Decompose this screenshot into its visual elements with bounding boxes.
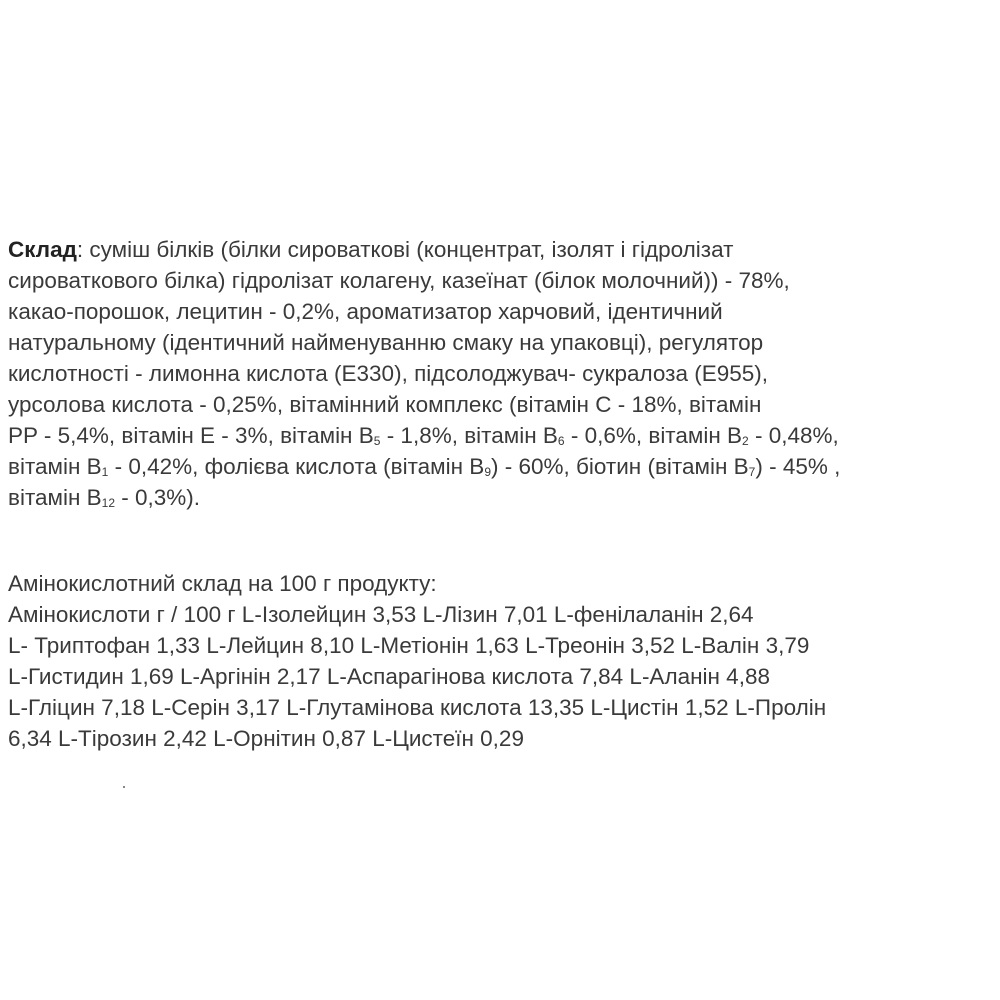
subscript: 1: [101, 465, 109, 479]
amino-line-4: L-Гліцин 7,18 L-Серін 3,17 L-Глутамінова кислота 13,35 L-Цистін 1,52 L-Пролін: [8, 695, 827, 720]
amino-line-2: L- Триптофан 1,33 L-Лейцин 8,10 L-Метіонін 1,63 L-Треонін 3,52 L-Валін 3,79: [8, 633, 810, 658]
text-segment: - 0,48%,: [748, 423, 839, 448]
stray-dot: [123, 786, 125, 788]
subscript: 5: [373, 434, 381, 448]
composition-line-5: кислотності - лимонна кислота (E330), підсолоджувач- сукралоза (E955),: [8, 361, 769, 386]
composition-label: Склад: [8, 237, 77, 262]
composition-text: : суміш білків (білки сироваткові (концентрат, ізолят і гідролізат: [76, 237, 734, 262]
amino-line-1: Амінокислоти г / 100 г L-Ізолейцин 3,53 L-Лізин 7,01 L-фенілаланін 2,64: [8, 602, 754, 627]
composition-line-2: сироваткового білка) гідролізат колагену, казеїнат (білок молочний)) - 78%,: [8, 268, 790, 293]
composition-line-3: какао-порошок, лецитин - 0,2%, ароматизатор харчовий, ідентичний: [8, 299, 723, 324]
composition-line-9: [8, 482, 993, 513]
composition-line-6: урсолова кислота - 0,25%, вітамінний комплекс (вітамін С - 18%, вітамін: [8, 392, 762, 417]
subscript: 6: [557, 434, 565, 448]
composition-paragraph: [8, 234, 993, 513]
text-segment: - 0,42%, фолієва кислота (вітамін B: [108, 454, 485, 479]
subscript: 2: [742, 434, 749, 448]
composition-line-1: [8, 234, 993, 265]
text-segment: ) - 45% ,: [755, 454, 841, 479]
subscript: 9: [484, 465, 491, 479]
composition-line-8: [8, 451, 993, 482]
composition-line-7: [8, 420, 993, 451]
text-segment: ) - 60%, біотин (вітамін B: [491, 454, 749, 479]
amino-heading: Амінокислотний склад на 100 г продукту:: [8, 571, 437, 596]
amino-line-3: L-Гистидин 1,69 L-Аргінін 2,17 L-Аспарагінова кислота 7,84 L-Аланін 4,88: [8, 664, 770, 689]
text-segment: вітамін B: [8, 454, 102, 479]
text-segment: вітамін B: [8, 485, 102, 510]
text-segment: - 0,6%, вітамін B: [564, 423, 743, 448]
text-segment: - 1,8%, вітамін B: [380, 423, 558, 448]
amino-line-5: 6,34 L-Тірозин 2,42 L-Орнітин 0,87 L-Цистеїн 0,29: [8, 726, 524, 751]
subscript: 7: [748, 465, 756, 479]
text-segment: PP - 5,4%, вітамін E - 3%, вітамін B: [8, 423, 374, 448]
amino-acid-paragraph: [8, 568, 993, 754]
text-segment: - 0,3%).: [115, 485, 201, 510]
composition-line-4: натуральному (ідентичний найменуванню смаку на упаковці), регулятор: [8, 330, 764, 355]
subscript: 12: [101, 496, 116, 510]
